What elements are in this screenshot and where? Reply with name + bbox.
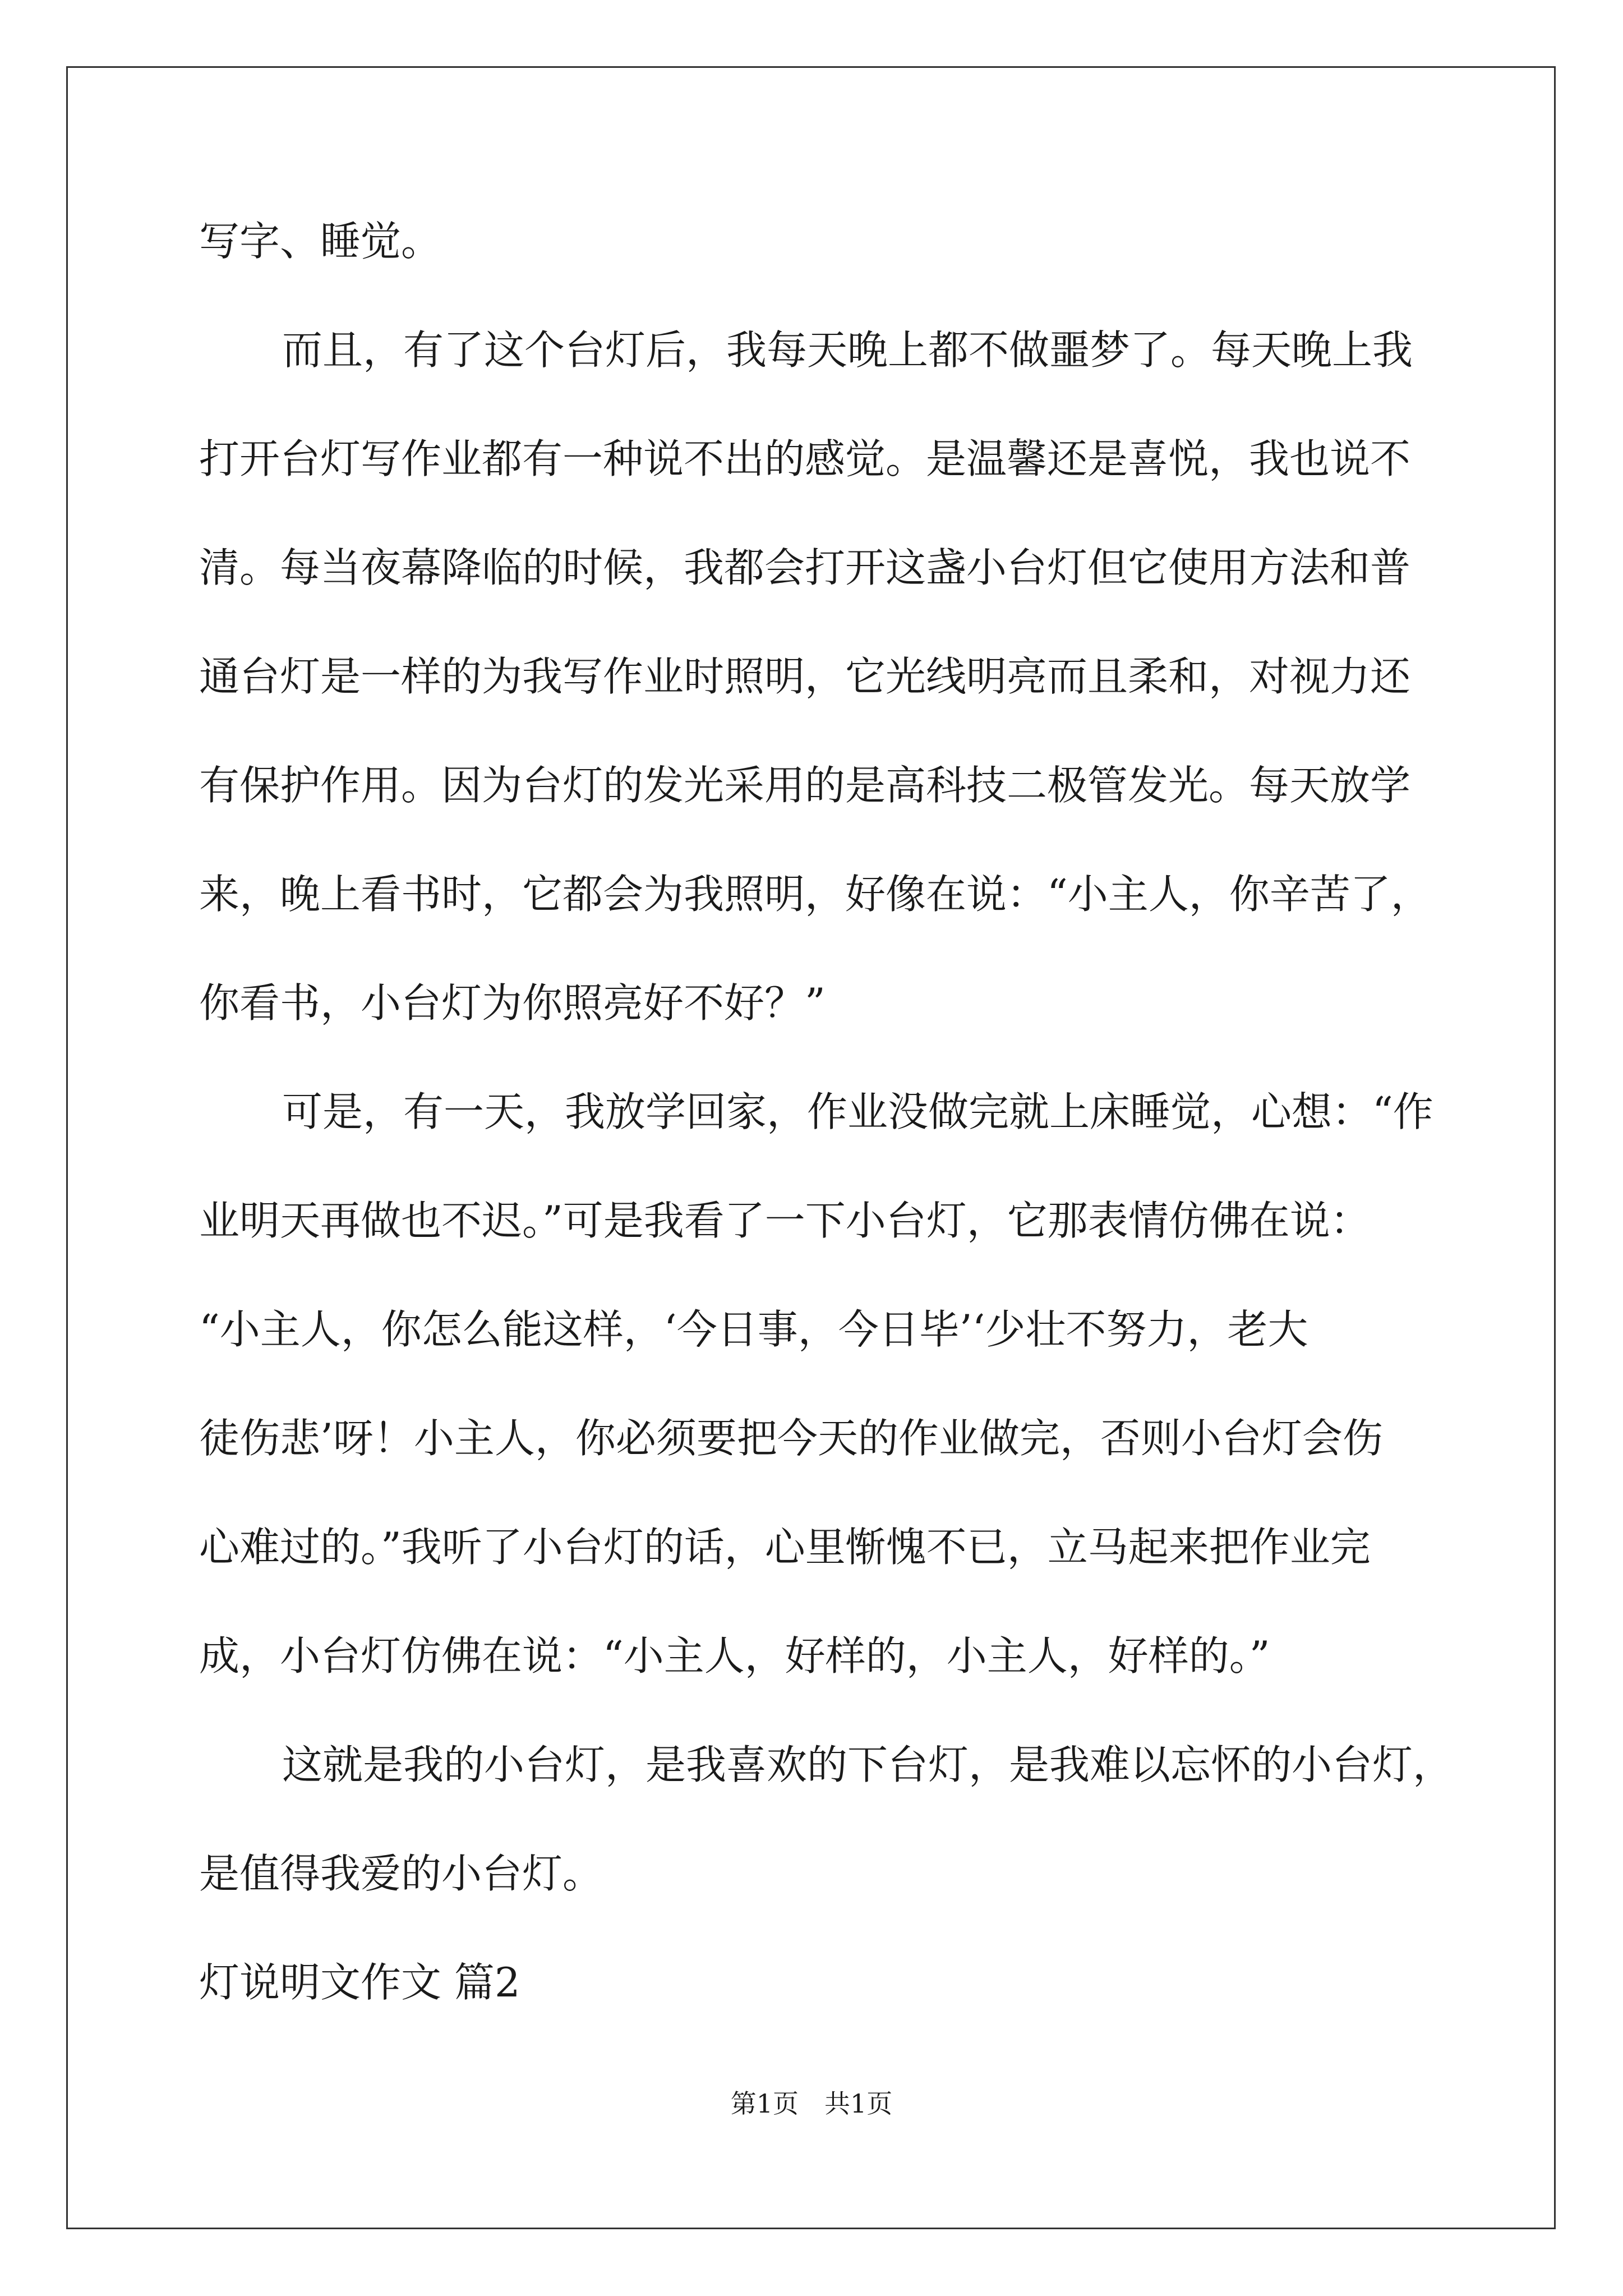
paragraph-line: “小主人，你怎么能这样，‘今日事，今日毕’‘少壮不努力，老大: [199, 1306, 1308, 1353]
paragraph-line: 写字、睡觉。: [199, 218, 442, 265]
section-heading: 灯说明文作文 篇2: [199, 1959, 520, 2006]
paragraph-line: 是值得我爱的小台灯。: [199, 1850, 603, 1897]
paragraph-line: 打开台灯写作业都有一种说不出的感觉。是温馨还是喜悦，我也说不: [199, 435, 1411, 482]
paragraph-line: 来，晚上看书时，它都会为我照明，好像在说：“小主人，你辛苦了，: [199, 871, 1431, 918]
paragraph-line: 通台灯是一样的为我写作业时照明，它光线明亮而且柔和，对视力还: [199, 653, 1411, 700]
paragraph-line: 有保护作用。因为台灯的发光采用的是高科技二极管发光。每天放学: [199, 762, 1411, 809]
paragraph-line: 成，小台灯仿佛在说：“小主人，好样的，小主人，好样的。”: [199, 1632, 1270, 1680]
paragraph-line: 你看书，小台灯为你照亮好不好？”: [199, 979, 826, 1027]
paragraph-line: 可是，有一天，我放学回家，作业没做完就上床睡觉，心想：“作: [282, 1088, 1433, 1135]
paragraph-line: 心难过的。”我听了小台灯的话，心里惭愧不已，立马起来把作业完: [199, 1524, 1371, 1571]
paragraph-line: 这就是我的小台灯，是我喜欢的下台灯，是我难以忘怀的小台灯，: [282, 1741, 1454, 1788]
paragraph-line: 清。每当夜幕降临的时候，我都会打开这盏小台灯但它使用方法和普: [199, 544, 1411, 591]
paragraph-line: 业明天再做也不迟。”可是我看了一下小台灯，它那表情仿佛在说：: [199, 1197, 1371, 1244]
paragraph-line: 而且，有了这个台灯后，我每天晚上都不做噩梦了。每天晚上我: [282, 326, 1413, 374]
document-body: [199, 213, 1454, 2010]
page-number-footer: 第1页 共1页: [730, 2088, 893, 2119]
paragraph-line: 徒伤悲’呀！小主人，你必须要把今天的作业做完，否则小台灯会伤: [199, 1415, 1383, 1462]
